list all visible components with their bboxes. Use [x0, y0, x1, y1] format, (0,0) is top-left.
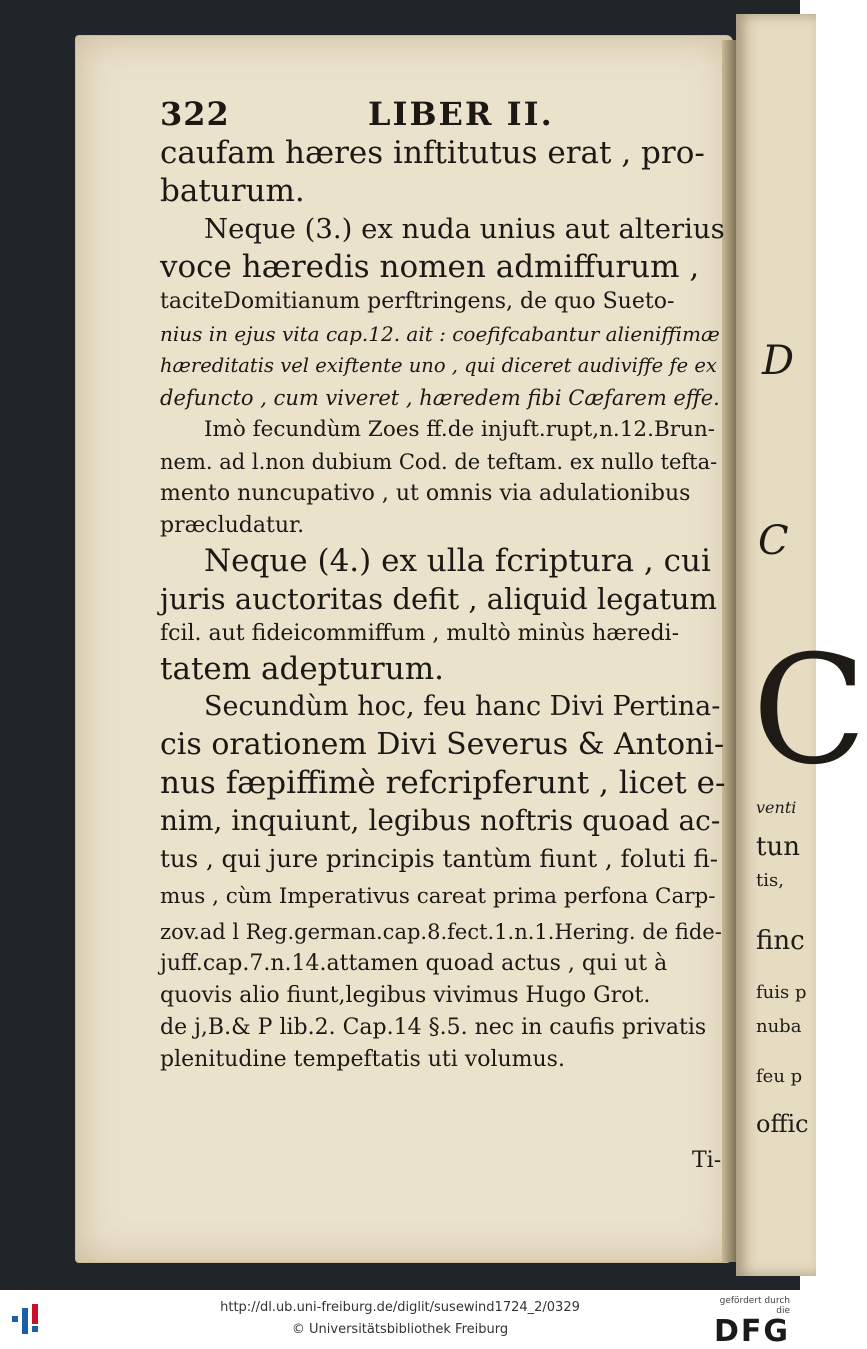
- text-line: Imò fecundùm Zoes ff.de injuft.rupt,n.12.Brun-: [204, 417, 715, 442]
- text-line: juff.cap.7.n.14.attamen quoad actus , qui ut à: [160, 951, 668, 976]
- catchword: Ti-: [692, 1148, 722, 1173]
- text-line: defuncto , cum viveret , hæredem fibi Cæfarem effe.: [160, 386, 720, 410]
- dfg-caption: gefördert durch die: [719, 1296, 790, 1316]
- copyright: © Universitätsbibliothek Freiburg: [291, 1322, 509, 1337]
- facing-fragment: feu p: [756, 1066, 803, 1087]
- facing-fragment: C: [752, 624, 867, 798]
- text-line: fcil. aut fideicommiffum , multò minùs hæredi-: [160, 621, 680, 646]
- text-line: mus , cùm Imperativus careat prima perfona Carp-: [160, 884, 716, 909]
- text-line: caufam hæres inftitutus erat , pro-: [160, 135, 705, 171]
- text-line: nius in ejus vita cap.12. ait : coefifcabantur alieniffimæ: [160, 322, 720, 346]
- facing-fragment: finc: [756, 926, 805, 956]
- text-line: voce hæredis nomen admiffurum ,: [160, 249, 700, 285]
- text-line: hæreditatis vel exiftente uno , qui diceret audiviffe fe ex: [160, 354, 717, 377]
- text-line: plenitudine tempeftatis uti volumus.: [160, 1047, 565, 1072]
- text-line: juris auctoritas defit , aliquid legatum: [160, 582, 718, 616]
- text-line: baturum.: [160, 173, 305, 209]
- text-line: mento nuncupativo , ut omnis via adulationibus: [160, 481, 691, 506]
- text-line: tus , qui jure principis tantùm fiunt , foluti fi-: [160, 844, 718, 873]
- text-line: taciteDomitianum perftringens, de quo Sueto-: [160, 289, 675, 314]
- text-line: Secundùm hoc, feu hanc Divi Pertina-: [204, 691, 721, 722]
- facing-fragment: offic: [756, 1110, 809, 1138]
- text-line: nim, inquiunt, legibus noftris quoad ac-: [160, 804, 721, 837]
- page-text: [160, 94, 726, 1076]
- dfg-mark: DFG: [713, 1314, 790, 1349]
- facing-fragment: fuis p: [756, 982, 807, 1003]
- text-lines: [160, 134, 726, 1076]
- page-number: 322: [160, 95, 230, 133]
- facing-fragment: venti: [756, 798, 797, 817]
- facing-fragment: nuba: [756, 1016, 802, 1037]
- text-line: præcludatur.: [160, 513, 305, 538]
- text-line: Neque (3.) ex nuda unius aut alterius: [204, 213, 725, 245]
- text-line: zov.ad l Reg.german.cap.8.fect.1.n.1.Hering. de fide-: [160, 920, 722, 944]
- facing-fragment: C: [758, 518, 789, 564]
- text-line: de j,B.& P lib.2. Cap.14 §.5. nec in caufis privatis: [160, 1015, 707, 1040]
- text-line: nem. ad l.non dubium Cod. de teftam. ex nullo tefta-: [160, 450, 718, 474]
- facing-page: [736, 14, 867, 1276]
- source-url[interactable]: http://dl.ub.uni-freiburg.de/diglit/susewind1724_2/0329: [220, 1300, 580, 1315]
- dfg-logo: [704, 1296, 790, 1349]
- text-line: Neque (4.) ex ulla fcriptura , cui: [204, 543, 711, 579]
- text-line: nus fæpiffimè refcripferunt , licet e-: [160, 765, 726, 801]
- facing-fragment: tun: [756, 832, 800, 862]
- text-line: tatem adepturum.: [160, 651, 444, 687]
- text-line: quovis alio fiunt,legibus vivimus Hugo Grot.: [160, 983, 651, 1008]
- facing-fragment: D: [762, 338, 795, 384]
- running-head: LIBER II.: [368, 95, 554, 133]
- text-line: cis orationem Divi Severus & Antoni-: [160, 727, 725, 762]
- footer: [0, 1290, 800, 1349]
- page-header: [160, 94, 726, 134]
- facing-fragment: tis,: [756, 870, 784, 891]
